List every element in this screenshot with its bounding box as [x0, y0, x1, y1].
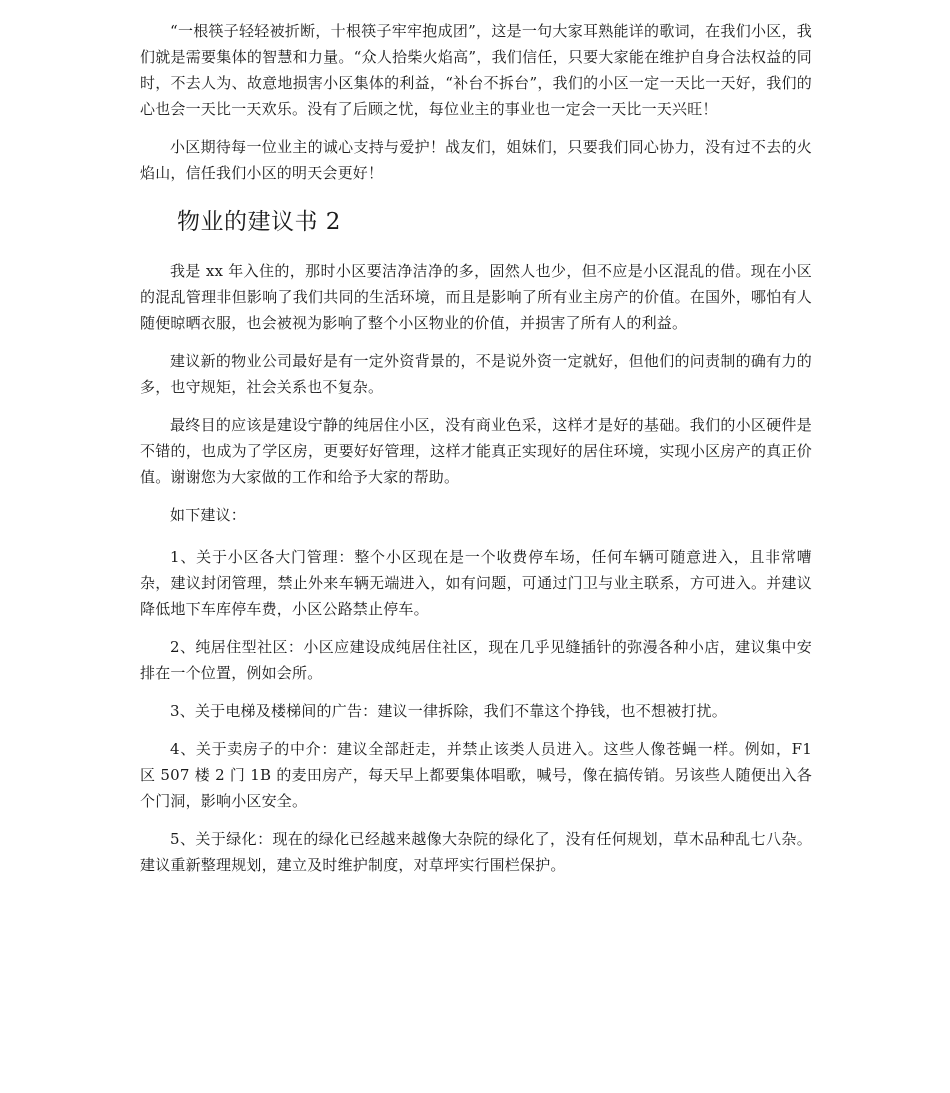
intro-paragraph-2: 小区期待每一位业主的诚心支持与爱护！战友们，姐妹们，只要我们同心协力，没有过不去的火焰山，信任我们小区的明天会更好！ [140, 138, 812, 182]
body-paragraph-2: 建议新的物业公司最好是有一定外资背景的，不是说外资一定就好，但他们的问责制的确有力的多，也守规矩，社会关系也不复杂。 [140, 352, 812, 396]
suggestion-item-3: 3、关于电梯及楼梯间的广告：建议一律拆除，我们不靠这个挣钱，也不想被打扰。 [170, 702, 727, 720]
suggestion-item-1: 1、关于小区各大门管理：整个小区现在是一个收费停车场，任何车辆可随意进入，且非常嘈杂，建议封闭管理，禁止外来车辆无端进入，如有问题，可通过门卫与业主联系，方可进入。并建议降低地下车库停车费，小区公路禁止停车。 [140, 548, 812, 618]
suggestion-item-5: 5、关于绿化：现在的绿化已经越来越像大杂院的绿化了，没有任何规划，草木品种乱七八杂。建议重新整理规划，建立及时维护制度，对草坪实行围栏保护。 [140, 830, 812, 874]
suggestion-item-2: 2、纯居住型社区：小区应建设成纯居住社区，现在几乎见缝插针的弥漫各种小店，建议集中安排在一个位置，例如会所。 [140, 638, 812, 682]
document-page [140, 18, 812, 878]
body-paragraph-3: 最终目的应该是建设宁静的纯居住小区，没有商业色采，这样才是好的基础。我们的小区硬件是不错的，也成为了学区房，更要好好管理，这样才能真正实现好的居住环境，实现小区房产的真正价值。谢谢您为大家做的工作和给予大家的帮助。 [140, 416, 812, 486]
intro-paragraph-1: “一根筷子轻轻被折断，十根筷子牢牢抱成团”，这是一句大家耳熟能详的歌词，在我们小区，我们就是需要集体的智慧和力量。“众人拾柴火焰高”，我们信任，只要大家能在维护自身合法权益的同时，不去人为、故意地损害小区集体的利益，“补台不拆台”，我们的小区一定一天比一天好，我们的心也会一天比一天欢乐。没有了后顾之忧，每位业主的事业也一定会一天比一天兴旺！ [140, 22, 812, 118]
suggestions-intro: 如下建议： [170, 506, 247, 524]
body-paragraph-1: 我是 xx 年入住的，那时小区要洁净洁净的多，固然人也少，但不应是小区混乱的借。现在小区的混乱管理非但影响了我们共同的生活环境，而且是影响了所有业主房产的价值。在国外，哪怕有人随便晾晒衣服，也会被视为影响了整个小区物业的价值，并损害了所有人的利益。 [140, 262, 812, 332]
section-title: 物业的建议书 2 [177, 209, 341, 235]
suggestion-item-4: 4、关于卖房子的中介：建议全部赶走，并禁止该类人员进入。这些人像苍蝇一样。例如，F1 区 507 楼 2 门 1B 的麦田房产，每天早上都要集体唱歌，喊号，像在搞传销。另该些人随便出入各个门洞，影响小区安全。 [140, 740, 812, 810]
